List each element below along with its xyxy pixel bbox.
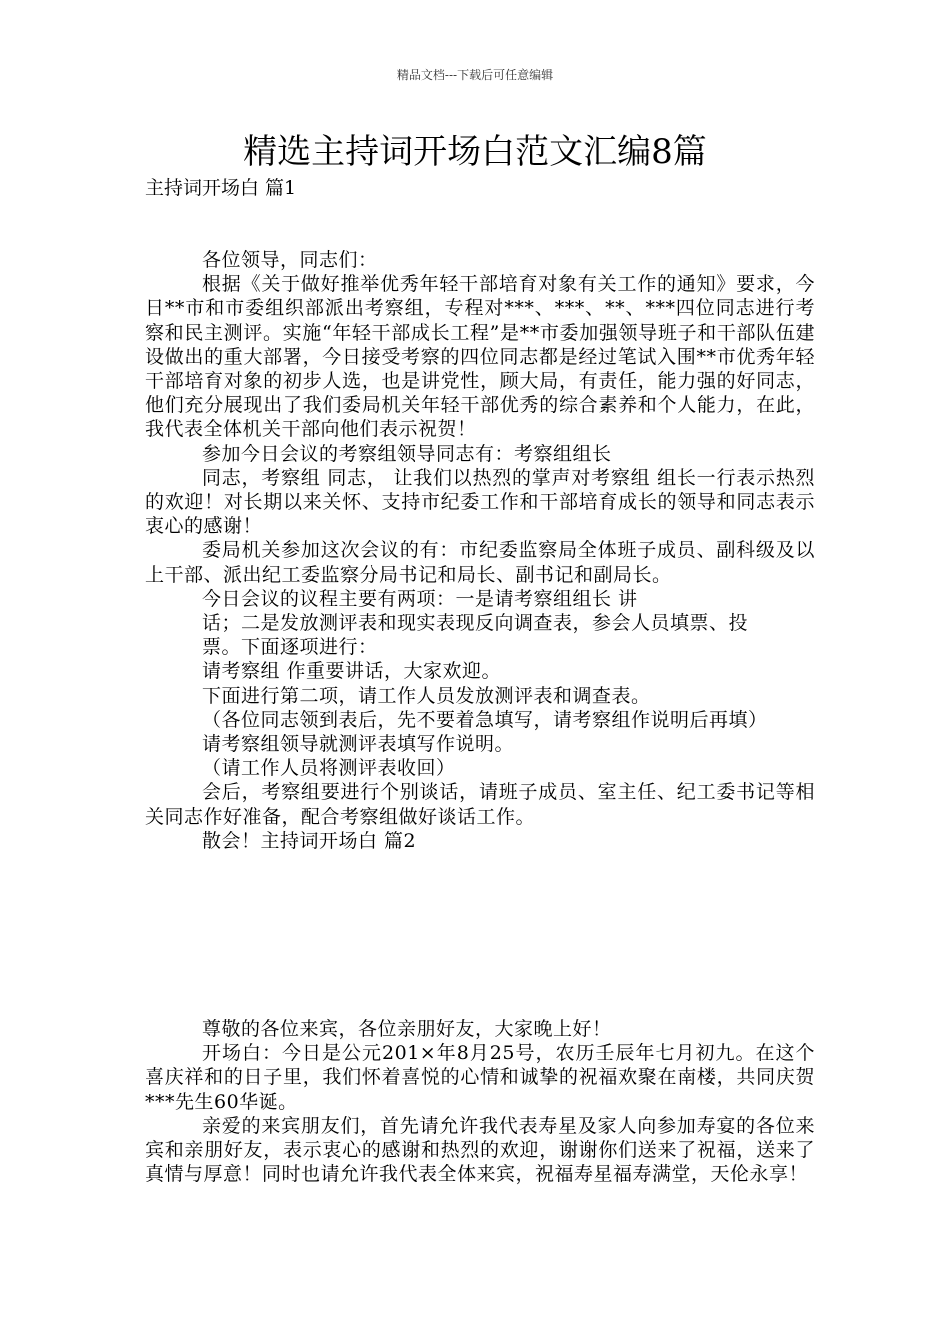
section1-body [145, 248, 815, 853]
paragraph: 开场白：今日是公元201×年8月25号，农历壬辰年七月初九。在这个喜庆祥和的日子里，我们怀着喜悦的心情和诚挚的祝福欢聚在南楼，共同庆贺***先生60华诞。 [145, 1042, 815, 1113]
paragraph: 票。下面逐项进行： [202, 636, 378, 659]
paragraph: 今日会议的议程主要有两项：一是请考察组组长 讲 [202, 587, 638, 610]
paragraph: 请考察组 作重要讲话，大家欢迎。 [202, 660, 502, 683]
section2-body [145, 1017, 815, 1186]
paragraph: （各位同志领到表后，先不要着急填写，请考察组作说明后再填） [202, 708, 768, 731]
paragraph: 下面进行第二项，请工作人员发放测评表和调查表。 [202, 684, 651, 707]
page-header: 精品文档---下载后可任意编辑 [396, 68, 554, 82]
paragraph: 委局机关参加这次会议的有：市纪委监察局全体班子成员、副科级及以上干部、派出纪工委监察分局书记和局长、副书记和副局长。 [145, 539, 815, 586]
paragraph: 尊敬的各位来宾，各位亲朋好友，大家晚上好！ [202, 1018, 612, 1040]
paragraph: 参加今日会议的考察组领导同志有：考察组组长 [202, 442, 612, 465]
paragraph: 请考察组领导就测评表填写作说明。 [202, 733, 515, 756]
paragraph: 根据《关于做好推举优秀年轻干部培育对象有关工作的通知》要求，今日**市和市委组织部派出考察组，专程对***、***、**、***四位同志进行考察和民主测评。实施“年轻干部成长工程”是**市委加强领导班子和干部队伍建设做出的重大部署，今日接受考察的四位同志都是经过笔试入围**市优秀年轻干部培育对象的初步人选，也是讲党性，顾大局，有责任，能力强的好同志，他们充分展现出了我们委局机关年轻干部优秀的综合素养和个人能力，在此，我代表全体机关干部向他们表示祝贺！ [145, 273, 815, 441]
paragraph: 话；二是发放测评表和现实表现反向调查表，参会人员填票、投 [202, 612, 749, 635]
section2-heading: 散会！主持词开场白 篇2 [202, 829, 417, 852]
document-title: 精选主持词开场白范文汇编8篇 [243, 132, 707, 172]
paragraph: 亲爱的来宾朋友们，首先请允许我代表寿星及家人向参加寿宴的各位来宾和亲朋好友，表示衷心的感谢和热烈的欢迎，谢谢你们送来了祝福，送来了真情与厚意！同时也请允许我代表全体来宾，祝福寿星福寿满堂，天伦永享！ [145, 1114, 815, 1186]
section-heading: 主持词开场白 篇1 [145, 177, 297, 199]
paragraph: 会后，考察组要进行个别谈话，请班子成员、室主任、纪工委书记等相关同志作好准备，配合考察组做好谈话工作。 [145, 781, 815, 828]
paragraph: （请工作人员将测评表收回） [202, 757, 456, 780]
paragraph: 各位领导，同志们： [202, 249, 378, 271]
paragraph: 同志，考察组 同志， 让我们以热烈的掌声对考察组 组长一行表示热烈的欢迎！对长期以来关怀、支持市纪委工作和干部培育成长的领导和同志表示衷心的感谢！ [145, 466, 815, 538]
